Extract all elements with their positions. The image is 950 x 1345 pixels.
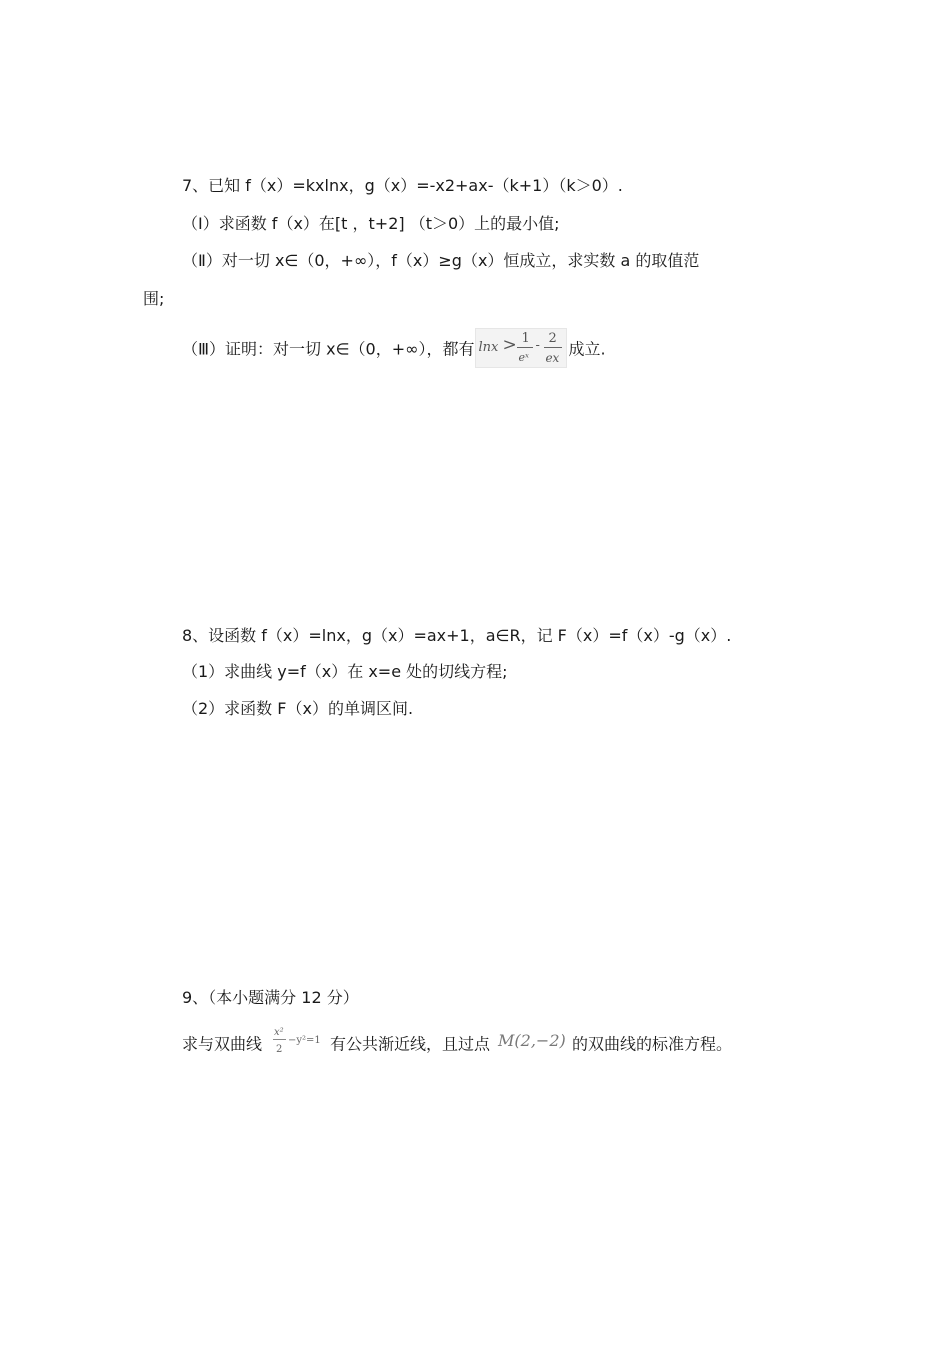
q8-part2: （2）求函数 F（x）的单调区间. [182,699,414,718]
formula-num1: 1 [521,331,530,346]
q7-title: 7、已知 f（x）=kxlnx，g（x）=-x2+ax-（k+1）（k＞0）. [182,176,623,195]
inequality-formula-image [475,328,567,368]
formula-den2: ex [545,351,560,365]
q7-part3-prefix: （Ⅲ）证明：对一切 x∈（0，+∞），都有 [182,339,475,359]
formula-num2: 2 [548,331,557,346]
q9-body-suffix: 的双曲线的标准方程。 [572,1034,733,1054]
hyperbola-den: 2 [276,1044,283,1055]
formula-den1: eˣ [518,351,529,364]
q7-part3 [182,330,606,365]
hyperbola-rest: −y²=1 [288,1035,321,1046]
hyperbola-num: x² [274,1027,284,1038]
point-m-image [496,1029,566,1055]
q9-title: 9、（本小题满分 12 分） [182,988,359,1007]
q9-body-middle: 有公共渐近线，且过点 [330,1034,491,1054]
hyperbola-equation-image [264,1028,328,1058]
q7-part2-line1: （Ⅱ）对一切 x∈（0，+∞），f（x）≥g（x）恒成立，求实数 a 的取值范 [182,251,700,270]
q8-part1: （1）求曲线 y=f（x）在 x=e 处的切线方程; [182,662,508,681]
q8-title: 8、设函数 f（x）=lnx，g（x）=ax+1，a∈R，记 F（x）=f（x）-g（x）. [182,626,732,645]
point-m-text: M(2,−2) [498,1031,566,1050]
q9-body-prefix: 求与双曲线 [182,1034,263,1054]
formula-minus: - [535,338,540,353]
q7-part2-line2: 围; [143,289,165,308]
formula-lhs: lnx [478,340,499,355]
q9-body [182,1027,733,1055]
q7-part3-suffix: 成立. [568,339,606,359]
q7-part1: （Ⅰ）求函数 f（x）在[t ，t+2] （t＞0）上的最小值; [182,214,560,233]
formula-gt: > [502,335,517,355]
